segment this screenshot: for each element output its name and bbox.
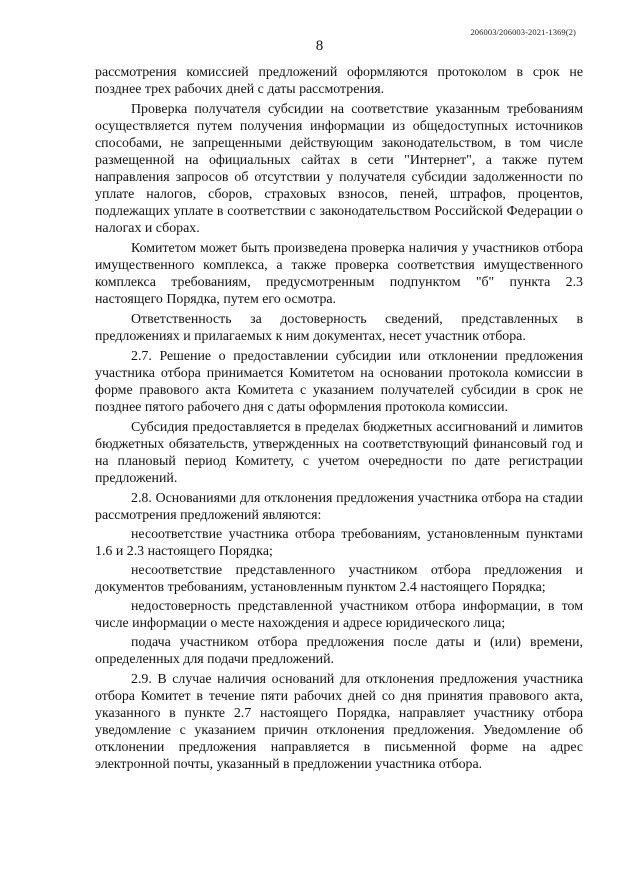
paragraph-subsidy-limits: Субсидия предоставляется в пределах бюджетных ассигнований и лимитов бюджетных обязательств, утвержденных на соответствующий финансовый год и на плановый период Комитету, с учетом очередности по дате регистрации предложений.	[95, 420, 583, 486]
list-item-ground-1: несоответствие участника отбора требованиям, установленным пунктами 1.6 и 2.3 настоящего Порядка;	[95, 527, 583, 559]
paragraph-2-9: 2.9. В случае наличия оснований для отклонения предложения участника отбора Комитет в течение пяти рабочих дней со дня принятия правового акта, указанного в пункте 2.7 настоящего Порядка, направляет участнику отбора уведомление с указанием причин отклонения предложения. Уведомление об отклонении предложения направляется в письменной форме на адрес электронной почты, указанный в предложении участника отбора.	[95, 672, 583, 772]
list-item-ground-3: недостоверность представленной участником отбора информации, в том числе информации о месте нахождения и адресе юридического лица;	[95, 599, 583, 631]
list-item-ground-2: несоответствие представленного участником отбора предложения и документов требованиям, установленным пунктом 2.4 настоящего Порядка;	[95, 563, 583, 595]
paragraph-property-check: Комитетом может быть произведена проверка наличия у участников отбора имущественного комплекса, а также проверка соответствия имущественного комплекса требованиям, предусмотренным подпунктом "б" пункта 2.3 настоящего Порядка, путем его осмотра.	[95, 241, 583, 307]
document-number: 206003/206003-2021-1369(2)	[470, 27, 576, 37]
document-body	[95, 64, 583, 776]
paragraph-2-7: 2.7. Решение о предоставлении субсидии или отклонении предложения участника отбора принимается Комитетом на основании протокола комиссии в форме правового акта Комитета с указанием получателей субсидии в срок не позднее пятого рабочего дня с даты оформления протокола комиссии.	[95, 349, 583, 415]
list-item-ground-4: подача участником отбора предложения после даты и (или) времени, определенных для подачи предложений.	[95, 635, 583, 667]
paragraph-responsibility: Ответственность за достоверность сведений, представленных в предложениях и прилагаемых к ним документах, несет участник отбора.	[95, 312, 583, 344]
paragraph-continuation: рассмотрения комиссией предложений оформляются протоколом в срок не позднее трех рабочих дней с даты рассмотрения.	[95, 65, 583, 97]
page-number: 8	[315, 38, 324, 54]
paragraph-verification: Проверка получателя субсидии на соответствие указанным требованиям осуществляется путем получения информации из общедоступных источников способами, не запрещенными действующим законодательством, в том числе размещенной на официальных сайтах в сети "Интернет", а также путем направления запросов об отсутствии у получателя субсидии задолженности по уплате налогов, сборов, страховых взносов, пеней, штрафов, процентов, подлежащих уплате в соответствии с законодательством Российской Федерации о налогах и сборах.	[95, 102, 583, 236]
paragraph-2-8: 2.8. Основаниями для отклонения предложения участника отбора на стадии рассмотрения предложений являются:	[95, 491, 583, 523]
